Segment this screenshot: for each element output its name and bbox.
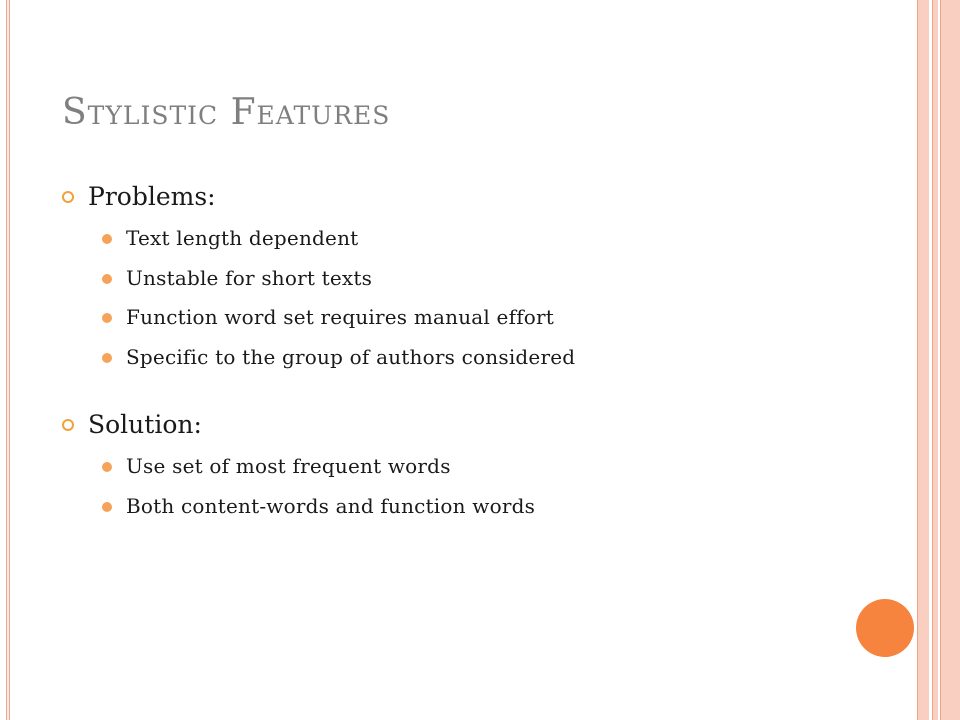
list-item-text: Specific to the group of authors considered — [126, 344, 576, 369]
list-item — [62, 303, 842, 343]
ring-bullet-icon — [62, 191, 74, 203]
list-item — [62, 224, 842, 264]
list-item — [62, 264, 842, 304]
dot-bullet-icon — [102, 234, 112, 244]
accent-circle — [856, 599, 914, 657]
slide-content — [62, 178, 842, 531]
dot-bullet-icon — [102, 353, 112, 363]
problems-list — [62, 224, 842, 382]
left-frame-border — [6, 0, 10, 720]
list-item — [62, 492, 842, 532]
list-item-text: Function word set requires manual effort — [126, 305, 555, 329]
ring-bullet-icon — [62, 419, 74, 431]
dot-bullet-icon — [102, 462, 112, 472]
dot-bullet-icon — [102, 502, 112, 512]
right-decorative-stripes — [914, 0, 960, 720]
list-item-text: Text length dependent — [126, 226, 359, 250]
list-item — [62, 452, 842, 492]
dot-bullet-icon — [102, 274, 112, 284]
section-heading-text: Solution: — [88, 410, 202, 439]
list-item-text: Both content-words and function words — [126, 493, 536, 518]
list-item-text: Unstable for short texts — [126, 265, 373, 290]
slide-title: Stylistic Features — [62, 92, 391, 133]
section-heading-solution — [62, 406, 842, 444]
list-item — [62, 343, 842, 383]
list-item-text: Use set of most frequent words — [126, 454, 451, 478]
dot-bullet-icon — [102, 313, 112, 323]
section-heading-problems — [62, 178, 842, 216]
solution-list — [62, 452, 842, 531]
section-heading-text: Problems: — [88, 182, 216, 211]
